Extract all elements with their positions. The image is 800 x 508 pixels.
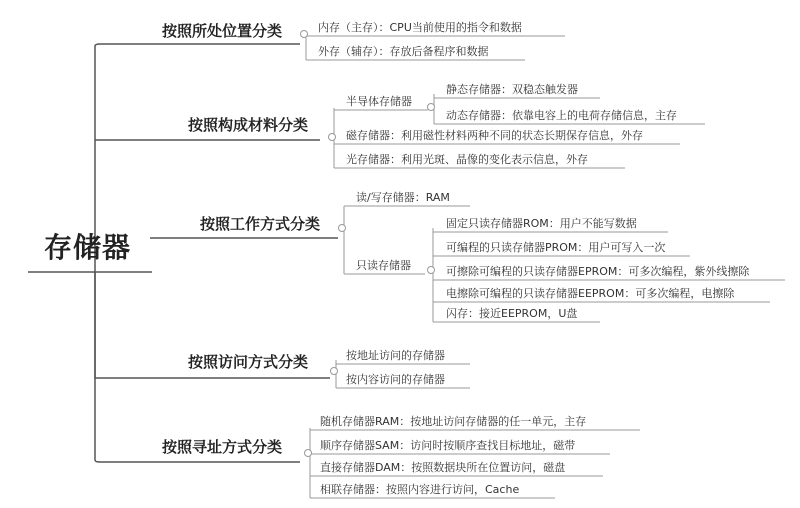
collapse-dot[interactable] bbox=[300, 30, 308, 38]
branch-addressing[interactable]: 按照寻址方式分类 bbox=[162, 438, 283, 456]
node-main-memory[interactable]: 内存（主存）：CPU当前使用的指令和数据 bbox=[318, 21, 522, 34]
collapse-dot[interactable] bbox=[304, 449, 312, 457]
collapse-dot[interactable] bbox=[330, 367, 338, 375]
node-eeprom[interactable]: 电擦除可编程的只读存储器EEPROM：可多次编程，电擦除 bbox=[446, 287, 735, 300]
node-external-memory[interactable]: 外存（辅存）：存放后备程序和数据 bbox=[318, 45, 489, 58]
node-content-access[interactable]: 按内容访问的存储器 bbox=[346, 373, 445, 386]
root-node[interactable]: 存储器 bbox=[44, 231, 132, 264]
node-ram[interactable]: 随机存储器RAM：按地址访问存储器的任一单元，主存 bbox=[320, 415, 587, 428]
branch-work-mode[interactable]: 按照工作方式分类 bbox=[200, 215, 321, 233]
node-address-access[interactable]: 按地址访问的存储器 bbox=[346, 349, 445, 362]
node-rom[interactable]: 固定只读存储器ROM：用户不能写数据 bbox=[446, 217, 637, 230]
node-dynamic-memory[interactable]: 动态存储器：依靠电容上的电荷存储信息，主存 bbox=[446, 109, 677, 122]
node-readonly-memory[interactable]: 只读存储器 bbox=[356, 259, 411, 272]
node-semiconductor[interactable]: 半导体存储器 bbox=[346, 95, 412, 108]
node-flash[interactable]: 闪存：接近EEPROM，U盘 bbox=[446, 307, 578, 320]
branch-material[interactable]: 按照构成材料分类 bbox=[188, 116, 309, 134]
node-sam[interactable]: 顺序存储器SAM：访问时按顺序查找目标地址，磁带 bbox=[320, 439, 576, 452]
collapse-dot[interactable] bbox=[427, 266, 435, 274]
node-associative[interactable]: 相联存储器：按照内容进行访问，Cache bbox=[320, 483, 520, 496]
collapse-dot[interactable] bbox=[328, 133, 336, 141]
branch-access-mode[interactable]: 按照访问方式分类 bbox=[188, 353, 309, 371]
node-eprom[interactable]: 可擦除可编程的只读存储器EPROM：可多次编程，紫外线擦除 bbox=[446, 265, 750, 278]
node-magnetic-memory[interactable]: 磁存储器：利用磁性材料两种不同的状态长期保存信息，外存 bbox=[346, 129, 643, 142]
node-dam[interactable]: 直接存储器DAM：按照数据块所在位置访问，磁盘 bbox=[320, 461, 566, 474]
node-prom[interactable]: 可编程的只读存储器PROM：用户可写入一次 bbox=[446, 241, 666, 254]
node-optical-memory[interactable]: 光存储器：利用光斑、晶像的变化表示信息，外存 bbox=[346, 153, 588, 166]
node-rw-memory[interactable]: 读/写存储器：RAM bbox=[356, 191, 450, 204]
node-static-memory[interactable]: 静态存储器：双稳态触发器 bbox=[446, 83, 578, 96]
collapse-dot[interactable] bbox=[427, 103, 435, 111]
branch-location[interactable]: 按照所处位置分类 bbox=[162, 22, 283, 40]
collapse-dot[interactable] bbox=[338, 224, 346, 232]
